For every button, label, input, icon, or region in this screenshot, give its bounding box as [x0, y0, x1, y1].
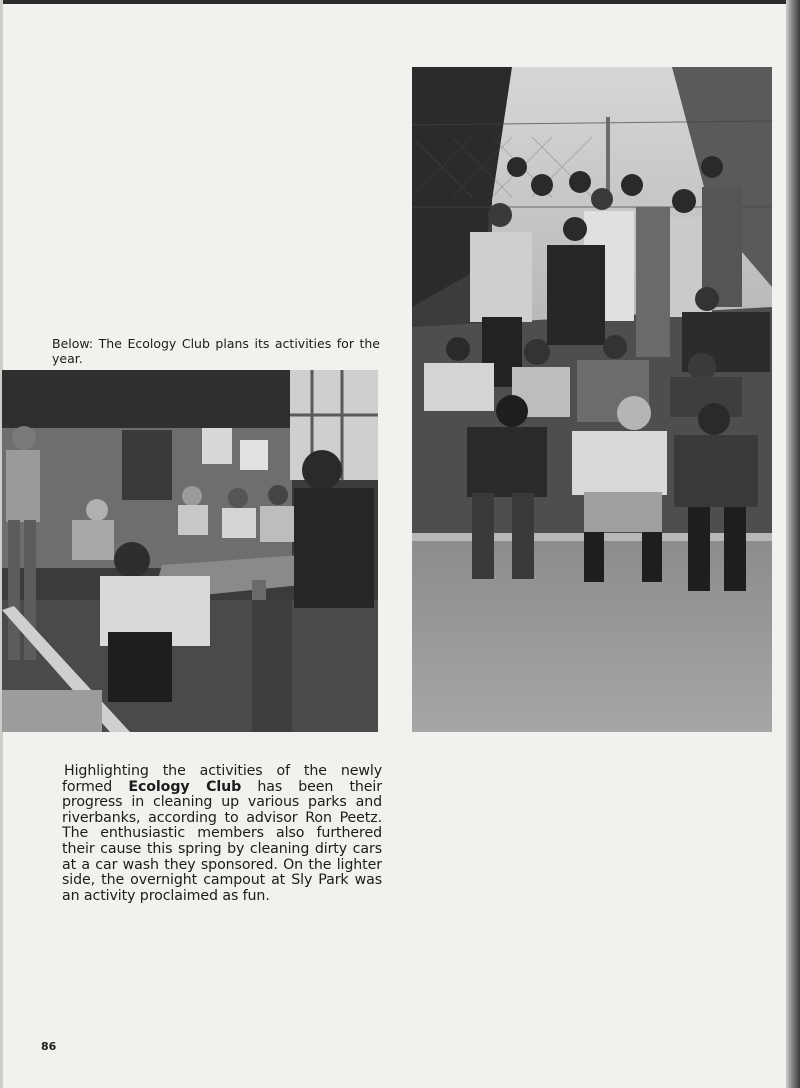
article-rest: has been their progress in cleaning up various parks and riverbanks, according to advisor Ron Peetz. The enthusiastic members also furthered their cause this spring by cleaning dirty cars at a car wash they sponsored. On the lighter side, the overnight campout at Sly Park was an activity proclaimed as fun. [62, 778, 383, 904]
article-lead: Highlighting the activities of the newly formed [62, 763, 382, 795]
article-paragraph [62, 764, 382, 904]
page-top-edge [0, 0, 800, 4]
page-binding-edge [786, 0, 800, 1088]
page-number: 86 [41, 1040, 57, 1053]
club-meeting-photo [2, 370, 378, 732]
photo-caption: Below: The Ecology Club plans its activities for the year. [52, 336, 380, 366]
club-name: Ecology Club [128, 778, 242, 795]
club-group-photo [412, 67, 772, 732]
article-body [62, 764, 382, 904]
